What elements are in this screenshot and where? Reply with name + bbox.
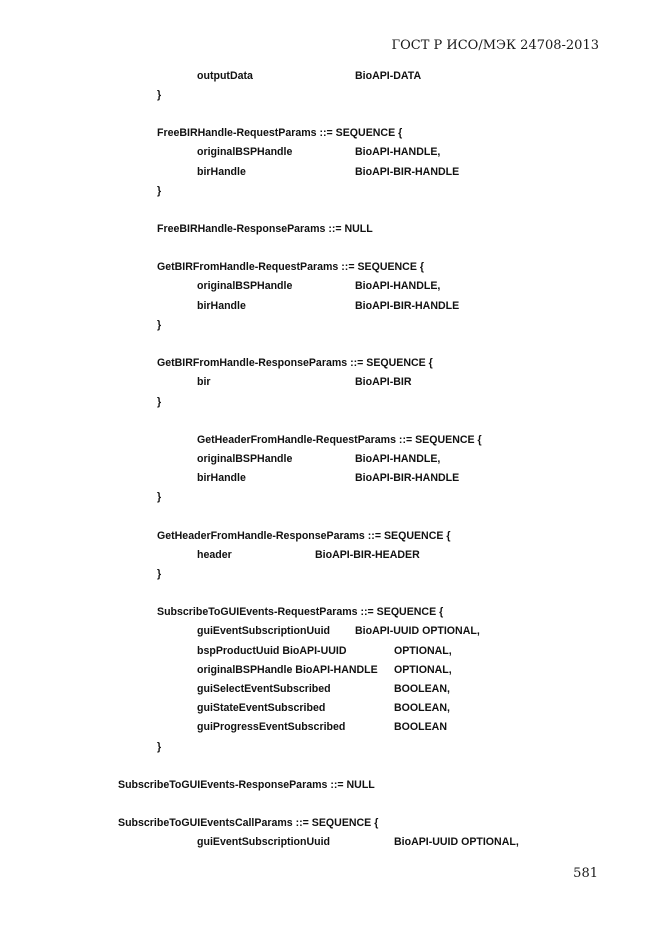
field-name: birHandle <box>197 472 246 484</box>
field-type: OPTIONAL, <box>394 645 452 657</box>
field-name: header <box>197 549 232 561</box>
type-definition: GetBIRFromHandle-ResponseParams ::= SEQUENCE { <box>157 357 433 369</box>
field-name: outputData <box>197 70 253 82</box>
type-definition: FreeBIRHandle-ResponseParams ::= NULL <box>157 223 373 235</box>
field-type: BOOLEAN, <box>394 683 450 695</box>
field-name: birHandle <box>197 300 246 312</box>
type-definition: SubscribeToGUIEvents-ResponseParams ::= NULL <box>118 779 375 791</box>
field-name: guiStateEventSubscribed <box>197 702 326 714</box>
document-header: ГОСТ Р ИСО/МЭК 24708-2013 <box>391 38 599 53</box>
type-definition: GetHeaderFromHandle-RequestParams ::= SEQUENCE { <box>197 434 482 446</box>
field-type: BioAPI-HANDLE, <box>355 453 441 465</box>
field-type: BOOLEAN <box>394 721 447 733</box>
field-name: guiProgressEventSubscribed <box>197 721 346 733</box>
field-type: BioAPI-BIR-HEADER <box>315 549 420 561</box>
type-definition: GetBIRFromHandle-RequestParams ::= SEQUENCE { <box>157 261 424 273</box>
field-type: BioAPI-UUID OPTIONAL, <box>355 625 480 637</box>
field-type: BioAPI-HANDLE, <box>355 280 441 292</box>
closing-brace: } <box>157 741 162 753</box>
field-name: originalBSPHandle <box>197 453 293 465</box>
type-definition: SubscribeToGUIEventsCallParams ::= SEQUENCE { <box>118 817 379 829</box>
field-type: BioAPI-DATA <box>355 70 422 82</box>
field-type: BioAPI-BIR-HANDLE <box>355 300 460 312</box>
closing-brace: } <box>157 568 162 580</box>
type-definition: GetHeaderFromHandle-ResponseParams ::= SEQUENCE { <box>157 530 451 542</box>
field-name: bspProductUuid BioAPI-UUID <box>197 645 347 657</box>
field-name: guiSelectEventSubscribed <box>197 683 331 695</box>
page-number: 581 <box>573 866 598 881</box>
field-type: BOOLEAN, <box>394 702 450 714</box>
field-name: birHandle <box>197 166 246 178</box>
closing-brace: } <box>157 396 162 408</box>
field-name: bir <box>197 376 211 388</box>
field-name: originalBSPHandle BioAPI-HANDLE <box>197 664 378 676</box>
closing-brace: } <box>157 89 162 101</box>
field-type: BioAPI-BIR-HANDLE <box>355 472 460 484</box>
field-name: originalBSPHandle <box>197 146 293 158</box>
type-definition: SubscribeToGUIEvents-RequestParams ::= SEQUENCE { <box>157 606 444 618</box>
field-type: BioAPI-BIR <box>355 376 412 388</box>
field-name: originalBSPHandle <box>197 280 293 292</box>
type-definition: FreeBIRHandle-RequestParams ::= SEQUENCE { <box>157 127 403 139</box>
closing-brace: } <box>157 491 162 503</box>
field-name: guiEventSubscriptionUuid <box>197 836 331 848</box>
closing-brace: } <box>157 319 162 331</box>
field-type: BioAPI-BIR-HANDLE <box>355 166 460 178</box>
field-type: BioAPI-HANDLE, <box>355 146 441 158</box>
field-name: guiEventSubscriptionUuid <box>197 625 331 637</box>
field-type: OPTIONAL, <box>394 664 452 676</box>
field-type: BioAPI-UUID OPTIONAL, <box>394 836 519 848</box>
closing-brace: } <box>157 185 162 197</box>
